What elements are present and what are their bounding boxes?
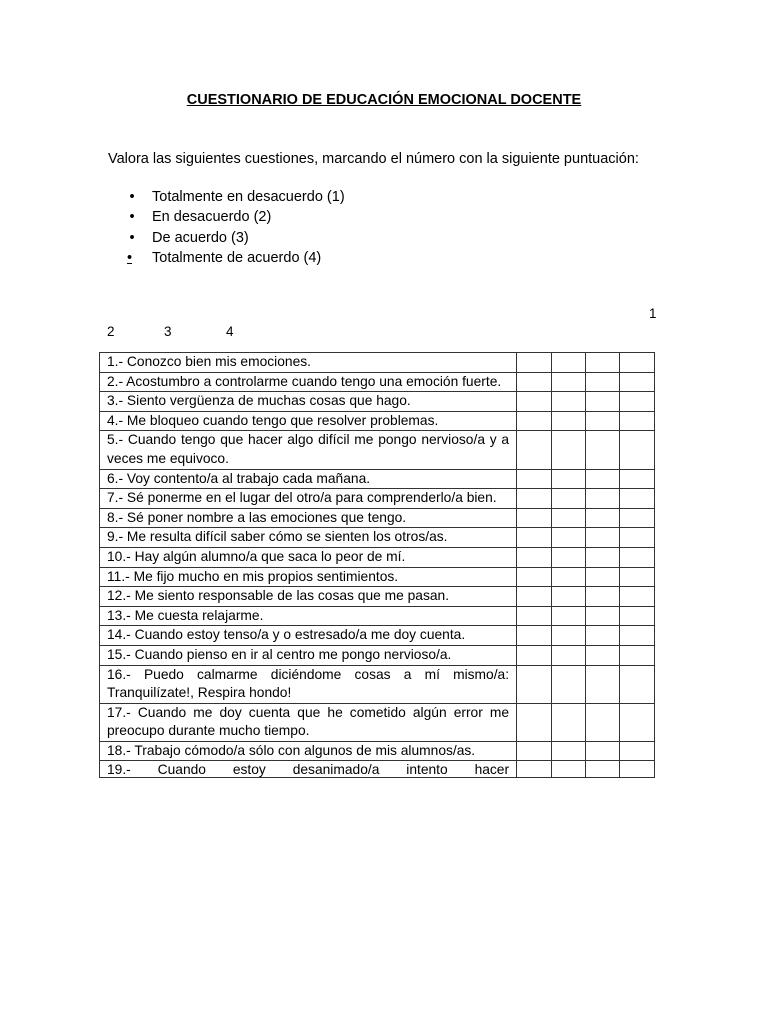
score-header-3: 3 <box>164 324 172 339</box>
answer-cell-1[interactable] <box>517 392 551 412</box>
answer-cell-3[interactable] <box>586 392 620 412</box>
answer-cell-1[interactable] <box>517 528 551 548</box>
answer-cell-1[interactable] <box>517 703 551 741</box>
table-row <box>100 528 655 548</box>
question-text: 17.- Cuando me doy cuenta que he cometido algún error me preocupo durante mucho tiempo. <box>100 703 517 741</box>
answer-cell-4[interactable] <box>620 741 655 761</box>
table-row <box>100 741 655 761</box>
answer-cell-4[interactable] <box>620 606 655 626</box>
answer-cell-1[interactable] <box>517 567 551 587</box>
answer-cell-2[interactable] <box>551 587 585 607</box>
answer-cell-3[interactable] <box>586 528 620 548</box>
answer-cell-2[interactable] <box>551 411 585 431</box>
answer-cell-4[interactable] <box>620 372 655 392</box>
question-text: 19.- Cuando estoy desanimado/a intento hacer <box>100 761 517 778</box>
answer-cell-3[interactable] <box>586 703 620 741</box>
answer-cell-2[interactable] <box>551 626 585 646</box>
bullet-icon: • <box>129 209 135 226</box>
answer-cell-1[interactable] <box>517 587 551 607</box>
question-text: 9.- Me resulta difícil saber cómo se sienten los otros/as. <box>100 528 517 548</box>
question-text: 2.- Acostumbro a controlarme cuando tengo una emoción fuerte. <box>100 372 517 392</box>
bullet-icon: • <box>129 229 135 246</box>
table-row <box>100 626 655 646</box>
answer-cell-2[interactable] <box>551 606 585 626</box>
answer-cell-3[interactable] <box>586 469 620 489</box>
score-header-2: 2 <box>107 324 115 339</box>
bullet-icon: • <box>127 249 133 266</box>
answer-cell-3[interactable] <box>586 741 620 761</box>
answer-cell-4[interactable] <box>620 411 655 431</box>
answer-cell-3[interactable] <box>586 489 620 509</box>
question-text: 12.- Me siento responsable de las cosas que me pasan. <box>100 587 517 607</box>
answer-cell-2[interactable] <box>551 353 585 373</box>
answer-cell-4[interactable] <box>620 587 655 607</box>
answer-cell-3[interactable] <box>586 353 620 373</box>
question-text: 5.- Cuando tengo que hacer algo difícil me pongo nervioso/a y a veces me equivoco. <box>100 431 517 469</box>
answer-cell-3[interactable] <box>586 626 620 646</box>
answer-cell-4[interactable] <box>620 469 655 489</box>
question-text: 18.- Trabajo cómodo/a sólo con algunos de mis alumnos/as. <box>100 741 517 761</box>
questionnaire-table <box>99 352 655 778</box>
answer-cell-1[interactable] <box>517 741 551 761</box>
answer-cell-4[interactable] <box>620 353 655 373</box>
instructions-text: Valora las siguientes cuestiones, marcando el número con la siguiente puntuación: <box>108 151 639 167</box>
answer-cell-1[interactable] <box>517 411 551 431</box>
table-row <box>100 587 655 607</box>
scale-item: • Totalmente en desacuerdo (1) <box>108 187 345 207</box>
answer-cell-2[interactable] <box>551 372 585 392</box>
question-text: 1.- Conozco bien mis emociones. <box>100 353 517 373</box>
table-row <box>100 567 655 587</box>
answer-cell-1[interactable] <box>517 469 551 489</box>
answer-cell-2[interactable] <box>551 489 585 509</box>
answer-cell-1[interactable] <box>517 489 551 509</box>
answer-cell-3[interactable] <box>586 665 620 703</box>
answer-cell-4[interactable] <box>620 626 655 646</box>
answer-cell-2[interactable] <box>551 431 585 469</box>
table-row <box>100 547 655 567</box>
scale-item: • En desacuerdo (2) <box>108 207 345 227</box>
question-text: 6.- Voy contento/a al trabajo cada mañana. <box>100 469 517 489</box>
answer-cell-1[interactable] <box>517 606 551 626</box>
table-row <box>100 489 655 509</box>
answer-cell-1[interactable] <box>517 372 551 392</box>
answer-cell-2[interactable] <box>551 547 585 567</box>
question-text: 7.- Sé ponerme en el lugar del otro/a para comprenderlo/a bien. <box>100 489 517 509</box>
scale-legend <box>108 187 345 268</box>
answer-cell-4[interactable] <box>620 528 655 548</box>
table-row <box>100 353 655 373</box>
answer-cell-1[interactable] <box>517 547 551 567</box>
question-text: 8.- Sé poner nombre a las emociones que tengo. <box>100 508 517 528</box>
table-row <box>100 703 655 741</box>
answer-cell-1[interactable] <box>517 645 551 665</box>
question-text: 11.- Me fijo mucho en mis propios sentimientos. <box>100 567 517 587</box>
answer-cell-3[interactable] <box>586 372 620 392</box>
question-text: 10.- Hay algún alumno/a que saca lo peor de mí. <box>100 547 517 567</box>
answer-cell-1[interactable] <box>517 431 551 469</box>
bullet-icon: • <box>129 189 135 205</box>
answer-cell-2[interactable] <box>551 392 585 412</box>
answer-cell-3[interactable] <box>586 567 620 587</box>
answer-cell-4[interactable] <box>620 665 655 703</box>
scale-item: • De acuerdo (3) <box>108 228 345 248</box>
answer-cell-2[interactable] <box>551 508 585 528</box>
table-row <box>100 392 655 412</box>
table-row <box>100 606 655 626</box>
answer-cell-3[interactable] <box>586 431 620 469</box>
table-row <box>100 411 655 431</box>
score-header-4: 4 <box>226 324 234 339</box>
question-text: 4.- Me bloqueo cuando tengo que resolver problemas. <box>100 411 517 431</box>
answer-cell-3[interactable] <box>586 508 620 528</box>
answer-cell-4[interactable] <box>620 547 655 567</box>
question-text: 3.- Siento vergüenza de muchas cosas que hago. <box>100 392 517 412</box>
answer-cell-3[interactable] <box>586 587 620 607</box>
answer-cell-4[interactable] <box>620 508 655 528</box>
answer-cell-2[interactable] <box>551 645 585 665</box>
answer-cell-2[interactable] <box>551 741 585 761</box>
page-title: CUESTIONARIO DE EDUCACIÓN EMOCIONAL DOCENTE <box>186 92 582 108</box>
answer-cell-2[interactable] <box>551 469 585 489</box>
question-text: 16.- Puedo calmarme diciéndome cosas a mí mismo/a: Tranquilízate!, Respira hondo! <box>100 665 517 703</box>
answer-cell-4[interactable] <box>620 703 655 741</box>
scale-item: • Totalmente de acuerdo (4) <box>108 248 345 268</box>
answer-cell-4[interactable] <box>620 489 655 509</box>
answer-cell-2[interactable] <box>551 761 585 778</box>
answer-cell-3[interactable] <box>586 761 620 778</box>
answer-cell-2[interactable] <box>551 528 585 548</box>
answer-cell-4[interactable] <box>620 431 655 469</box>
answer-cell-4[interactable] <box>620 567 655 587</box>
answer-cell-4[interactable] <box>620 761 655 778</box>
table-row <box>100 665 655 703</box>
answer-cell-2[interactable] <box>551 665 585 703</box>
answer-cell-1[interactable] <box>517 761 551 778</box>
answer-cell-3[interactable] <box>586 547 620 567</box>
score-header-1: 1 <box>649 306 657 321</box>
question-text: 15.- Cuando pienso en ir al centro me pongo nervioso/a. <box>100 645 517 665</box>
table-row <box>100 761 655 778</box>
answer-cell-2[interactable] <box>551 703 585 741</box>
answer-cell-1[interactable] <box>517 626 551 646</box>
table-row <box>100 431 655 469</box>
question-text: 14.- Cuando estoy tenso/a y o estresado/a me doy cuenta. <box>100 626 517 646</box>
table-row <box>100 372 655 392</box>
question-text: 13.- Me cuesta relajarme. <box>100 606 517 626</box>
answer-cell-3[interactable] <box>586 411 620 431</box>
answer-cell-1[interactable] <box>517 353 551 373</box>
answer-cell-1[interactable] <box>517 665 551 703</box>
answer-cell-2[interactable] <box>551 567 585 587</box>
table-row <box>100 645 655 665</box>
table-row <box>100 469 655 489</box>
answer-cell-1[interactable] <box>517 508 551 528</box>
table-row <box>100 508 655 528</box>
answer-cell-3[interactable] <box>586 645 620 665</box>
answer-cell-4[interactable] <box>620 392 655 412</box>
answer-cell-3[interactable] <box>586 606 620 626</box>
answer-cell-4[interactable] <box>620 645 655 665</box>
